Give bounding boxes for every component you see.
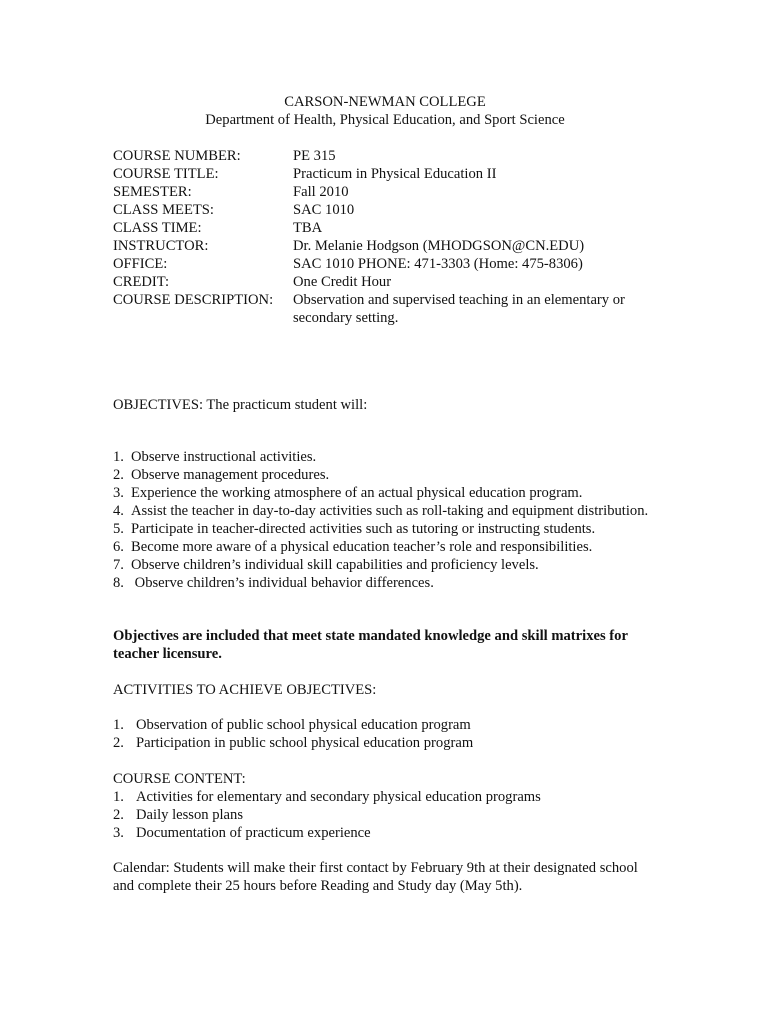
info-label: CLASS TIME: <box>113 220 202 236</box>
info-value: One Credit Hour <box>293 274 392 290</box>
info-row-instructor <box>113 237 673 255</box>
list-item <box>113 538 653 556</box>
info-value: Fall 2010 <box>293 184 349 200</box>
info-row-class-time <box>113 219 673 237</box>
info-row-course-title <box>113 165 673 183</box>
list-number: 6. <box>113 539 124 555</box>
list-text: Participate in teacher-directed activities such as tutoring or instructing students. <box>131 521 596 537</box>
list-number: 4. <box>113 503 124 519</box>
info-label: CLASS MEETS: <box>113 202 214 218</box>
list-item <box>113 556 653 574</box>
list-item <box>113 734 653 752</box>
info-label: SEMESTER: <box>113 184 192 200</box>
info-value: TBA <box>293 220 323 236</box>
list-number: 1. <box>113 449 124 465</box>
list-text: Participation in public school physical education program <box>136 735 474 751</box>
list-text: Activities for elementary and secondary physical education programs <box>136 789 541 805</box>
list-number: 8. <box>113 575 124 591</box>
list-item <box>113 502 653 520</box>
info-value: SAC 1010 <box>293 202 355 218</box>
objectives-heading: OBJECTIVES: The practicum student will: <box>113 397 368 413</box>
list-item <box>113 448 653 466</box>
list-text: Observation of public school physical education program <box>136 717 471 733</box>
info-label: CREDIT: <box>113 274 170 290</box>
list-number: 2. <box>113 735 124 751</box>
info-row-credit <box>113 273 673 291</box>
info-value: Observation and supervised teaching in an elementary or secondary setting. <box>293 292 625 326</box>
info-row-course-description <box>113 291 673 327</box>
list-text: Observe children’s individual behavior differences. <box>131 575 434 591</box>
list-number: 1. <box>113 717 124 733</box>
info-label: COURSE NUMBER: <box>113 148 241 164</box>
list-number: 2. <box>113 807 124 823</box>
course-content-list <box>113 788 653 842</box>
list-number: 3. <box>113 825 124 841</box>
course-content-heading: COURSE CONTENT: <box>113 771 246 787</box>
college-name: CARSON-NEWMAN COLLEGE <box>284 94 486 110</box>
list-item <box>113 520 653 538</box>
info-label: OFFICE: <box>113 256 168 272</box>
licensure-note: Objectives are included that meet state mandated knowledge and skill matrixes for teacher licensure. <box>113 628 628 662</box>
list-item <box>113 466 653 484</box>
list-number: 7. <box>113 557 124 573</box>
document-header <box>0 93 770 129</box>
info-label: COURSE TITLE: <box>113 166 219 182</box>
info-label: INSTRUCTOR: <box>113 238 209 254</box>
list-item <box>113 574 653 592</box>
department-name: Department of Health, Physical Education, and Sport Science <box>205 112 565 128</box>
list-number: 3. <box>113 485 124 501</box>
list-number: 2. <box>113 467 124 483</box>
info-value: Dr. Melanie Hodgson (MHODGSON@CN.EDU) <box>293 238 585 254</box>
course-info-table <box>113 147 673 327</box>
list-text: Daily lesson plans <box>136 807 244 823</box>
list-text: Assist the teacher in day-to-day activities such as roll-taking and equipment distribution. <box>131 503 649 519</box>
info-value: PE 315 <box>293 148 336 164</box>
activities-heading: ACTIVITIES TO ACHIEVE OBJECTIVES: <box>113 682 377 698</box>
list-text: Documentation of practicum experience <box>136 825 371 841</box>
list-item <box>113 788 653 806</box>
list-text: Observe instructional activities. <box>131 449 317 465</box>
list-item <box>113 824 653 842</box>
info-value: Practicum in Physical Education II <box>293 166 497 182</box>
list-text: Become more aware of a physical education teacher’s role and responsibilities. <box>131 539 593 555</box>
list-item <box>113 716 653 734</box>
list-item <box>113 806 653 824</box>
list-number: 5. <box>113 521 124 537</box>
list-text: Experience the working atmosphere of an actual physical education program. <box>131 485 583 501</box>
activities-list <box>113 716 653 752</box>
info-row-class-meets <box>113 201 673 219</box>
objectives-list <box>113 448 653 592</box>
info-row-office <box>113 255 673 273</box>
info-value: SAC 1010 PHONE: 471-3303 (Home: 475-8306) <box>293 256 583 272</box>
info-label: COURSE DESCRIPTION: <box>113 292 274 308</box>
list-text: Observe management procedures. <box>131 467 330 483</box>
info-row-course-number <box>113 147 673 165</box>
list-number: 1. <box>113 789 124 805</box>
calendar-note: Calendar: Students will make their first contact by February 9th at their designated school and complete their 25 hours before Reading and Study day (May 5th). <box>113 860 638 894</box>
info-row-semester <box>113 183 673 201</box>
list-text: Observe children’s individual skill capabilities and proficiency levels. <box>131 557 539 573</box>
list-item <box>113 484 653 502</box>
